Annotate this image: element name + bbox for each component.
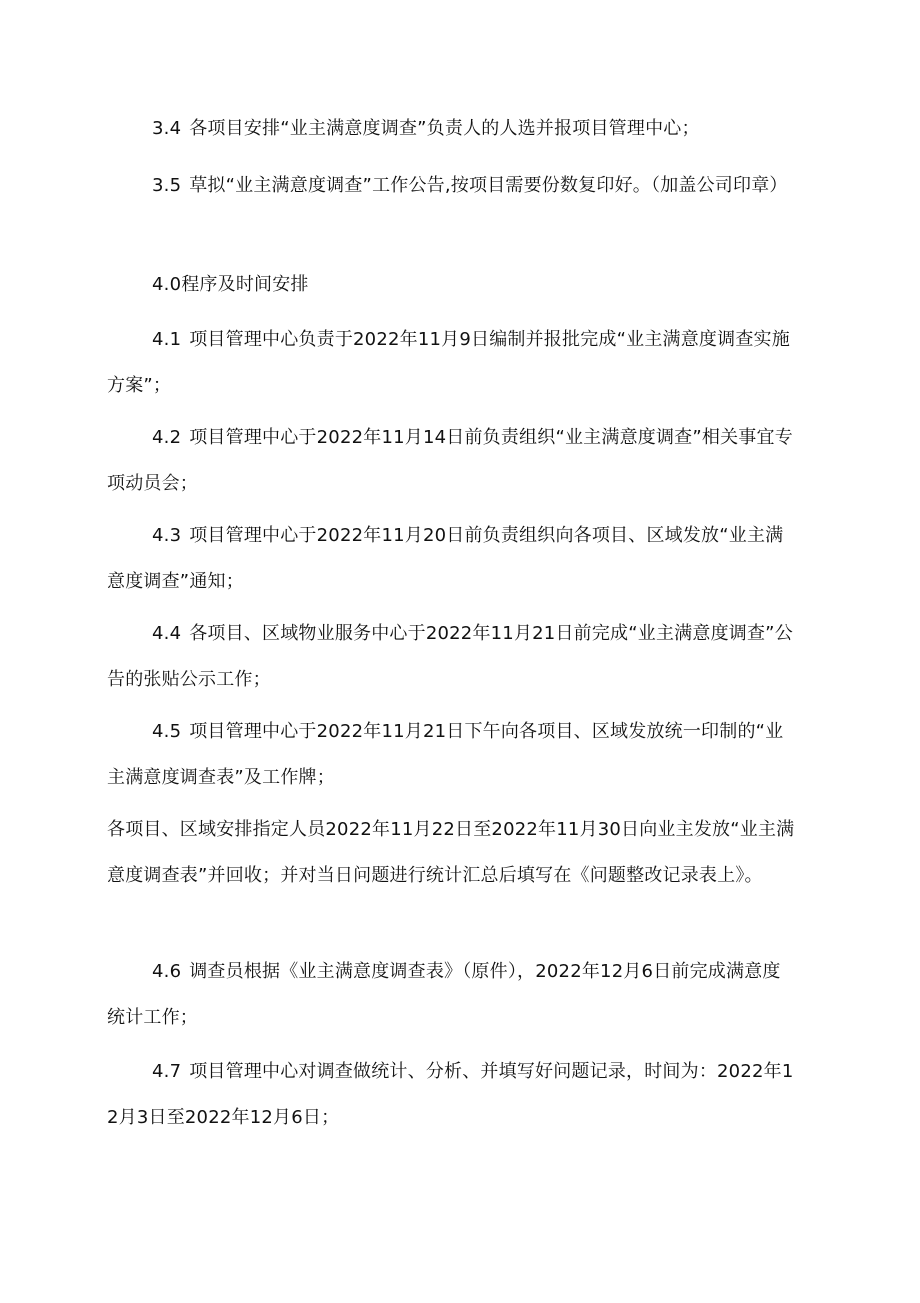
paragraph-text: 各项目、区域物业服务中心于2022年11月21日前完成“业主满意度调查”公告的张贴公示工作；	[107, 623, 793, 690]
paragraph-number: 4.6	[152, 961, 182, 982]
paragraph-text: 项目管理中心负责于2022年11月9日编制并报批完成“业主满意度调查实施方案”；	[107, 329, 790, 396]
paragraph-text: 草拟“业主满意度调查”工作公告,按项目需要份数复印好。（加盖公司印章）	[189, 175, 788, 196]
paragraph-text: 项目管理中心对调查做统计、分析、并填写好问题记录，时间为：2022年12月3日至2022年12月6日；	[107, 1061, 794, 1128]
paragraph-4-2	[107, 415, 797, 507]
section-heading-4-0	[107, 262, 797, 308]
paragraph-4-5	[107, 709, 797, 801]
paragraph-text: 项目管理中心于2022年11月14日前负责组织“业主满意度调查”相关事宜专项动员会；	[107, 427, 793, 494]
paragraph-number: 3.4	[152, 118, 182, 139]
paragraph-number: 3.5	[152, 175, 182, 196]
paragraph-number: 4.1	[152, 329, 182, 350]
paragraph-distribution	[107, 807, 797, 899]
paragraph-number: 4.3	[152, 525, 182, 546]
paragraph-4-4	[107, 611, 797, 703]
section-heading-text: 4.0程序及时间安排	[152, 274, 309, 295]
paragraph-3-4	[107, 106, 797, 152]
paragraph-text: 项目管理中心于2022年11月21日下午向各项目、区域发放统一印制的“业主满意度调查表”及工作牌；	[107, 721, 784, 788]
paragraph-number: 4.2	[152, 427, 182, 448]
paragraph-number: 4.7	[152, 1061, 182, 1082]
paragraph-text: 调查员根据《业主满意度调查表》（原件），2022年12月6日前完成满意度统计工作；	[107, 961, 781, 1028]
paragraph-number: 4.5	[152, 721, 182, 742]
paragraph-text: 各项目、区域安排指定人员2022年11月22日至2022年11月30日向业主发放“业主满意度调查表”并回收；并对当日问题进行统计汇总后填写在《问题整改记录表上》。	[107, 819, 795, 886]
paragraph-4-1	[107, 317, 797, 409]
paragraph-3-5	[107, 163, 797, 209]
paragraph-text: 各项目安排“业主满意度调查”负责人的人选并报项目管理中心；	[189, 118, 700, 139]
paragraph-4-7	[107, 1049, 797, 1141]
paragraph-text: 项目管理中心于2022年11月20日前负责组织向各项目、区域发放“业主满意度调查”通知；	[107, 525, 784, 592]
paragraph-4-6	[107, 949, 797, 1041]
paragraph-4-3	[107, 513, 797, 605]
paragraph-number: 4.4	[152, 623, 182, 644]
